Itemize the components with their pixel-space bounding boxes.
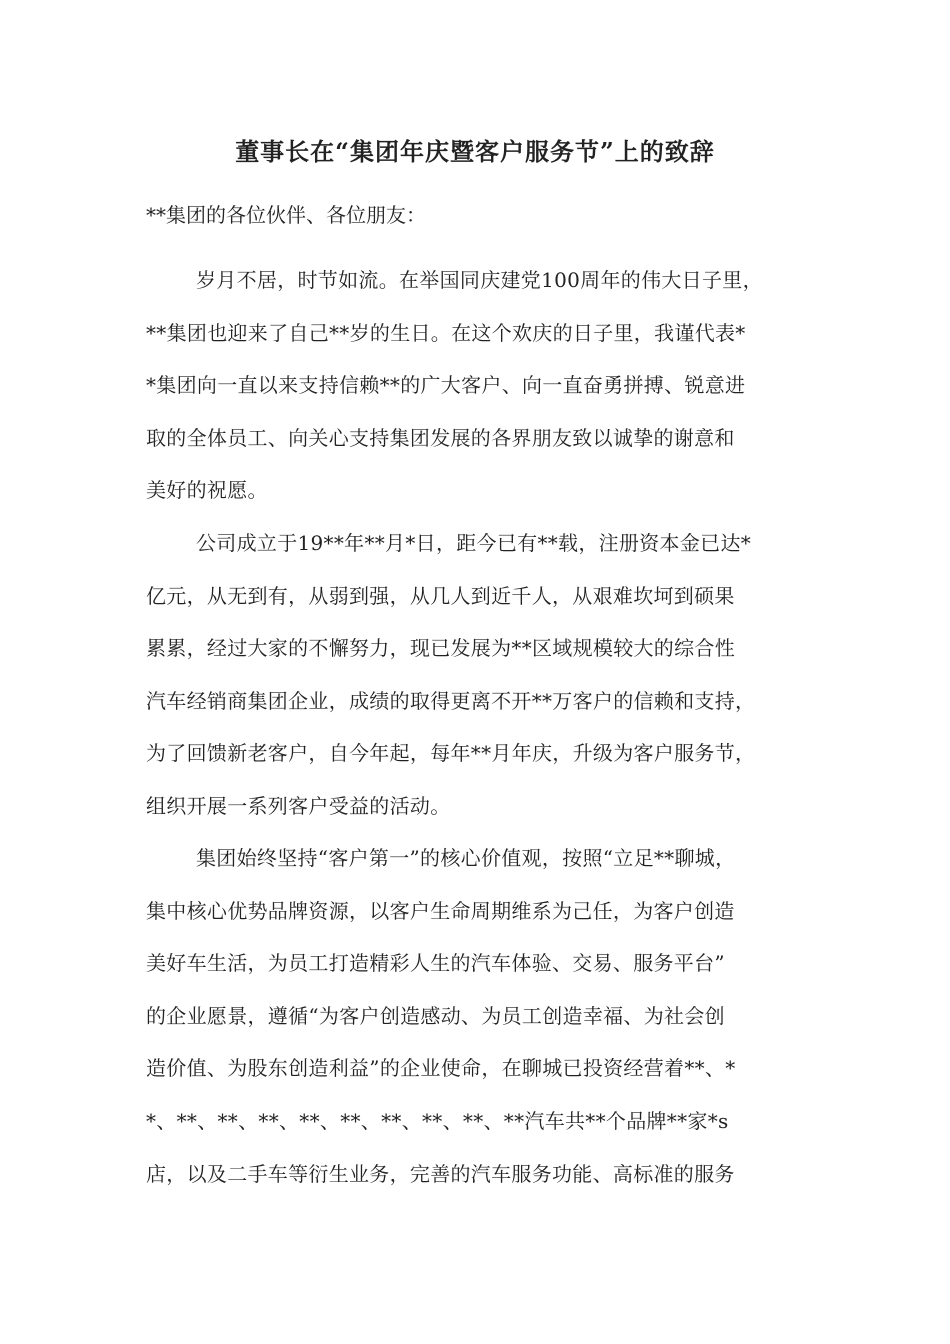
paragraph-1 bbox=[146, 254, 806, 517]
paragraph-line: 美好车生活，为员工打造精彩人生的汽车体验、交易、服务平台” bbox=[146, 951, 725, 976]
paragraph-line: 亿元，从无到有，从弱到强，从几人到近千人，从艰难坎坷到硕果 bbox=[146, 583, 735, 608]
paragraph-line: 为了回馈新老客户，自今年起，每年**月年庆，升级为客户服务节， bbox=[146, 741, 756, 766]
paragraph-line: 集中核心优势品牌资源，以客户生命周期维系为己任，为客户创造 bbox=[146, 898, 735, 923]
paragraph-line: **集团也迎来了自己**岁的生日。在这个欢庆的日子里，我谨代表* bbox=[146, 320, 746, 345]
paragraph-line: *、**、**、**、**、**、**、**、**、**汽车共**个品牌**家*s bbox=[146, 1108, 729, 1133]
paragraph-line: 汽车经销商集团企业，成绩的取得更离不开**万客户的信赖和支持， bbox=[146, 688, 756, 713]
paragraph-line: 美好的祝愿。 bbox=[146, 478, 268, 503]
salutation: **集团的各位伙伴、各位朋友： bbox=[146, 203, 426, 227]
paragraph-3 bbox=[146, 832, 806, 1200]
paragraph-line: 造价值、为股东创造利益”的企业使命，在聊城已投资经营着**、* bbox=[146, 1056, 736, 1081]
paragraph-line: 的企业愿景，遵循“为客户创造感动、为员工创造幸福、为社会创 bbox=[146, 1003, 725, 1028]
paragraph-line: *集团向一直以来支持信赖**的广大客户、向一直奋勇拼搏、锐意进 bbox=[146, 373, 746, 398]
paragraph-line: 集团始终坚持“客户第一”的核心价值观，按照“立足**聊城， bbox=[196, 846, 736, 870]
paragraph-line: 累累，经过大家的不懈努力，现已发展为**区域规模较大的综合性 bbox=[146, 636, 735, 661]
paragraph-line: 店，以及二手车等衍生业务，完善的汽车服务功能、高标准的服务 bbox=[146, 1161, 735, 1186]
paragraph-2 bbox=[146, 517, 806, 833]
paragraph-line: 组织开展一系列客户受益的活动。 bbox=[146, 793, 451, 818]
document-title: 董事长在“集团年庆暨客户服务节”上的致辞 bbox=[235, 137, 715, 166]
paragraph-line: 岁月不居，时节如流。在举国同庆建党100周年的伟大日子里， bbox=[196, 268, 763, 292]
paragraph-line: 公司成立于19**年**月*日，距今已有**载，注册资本金已达* bbox=[196, 531, 752, 555]
paragraph-line: 取的全体员工、向关心支持集团发展的各界朋友致以诚挚的谢意和 bbox=[146, 425, 735, 450]
